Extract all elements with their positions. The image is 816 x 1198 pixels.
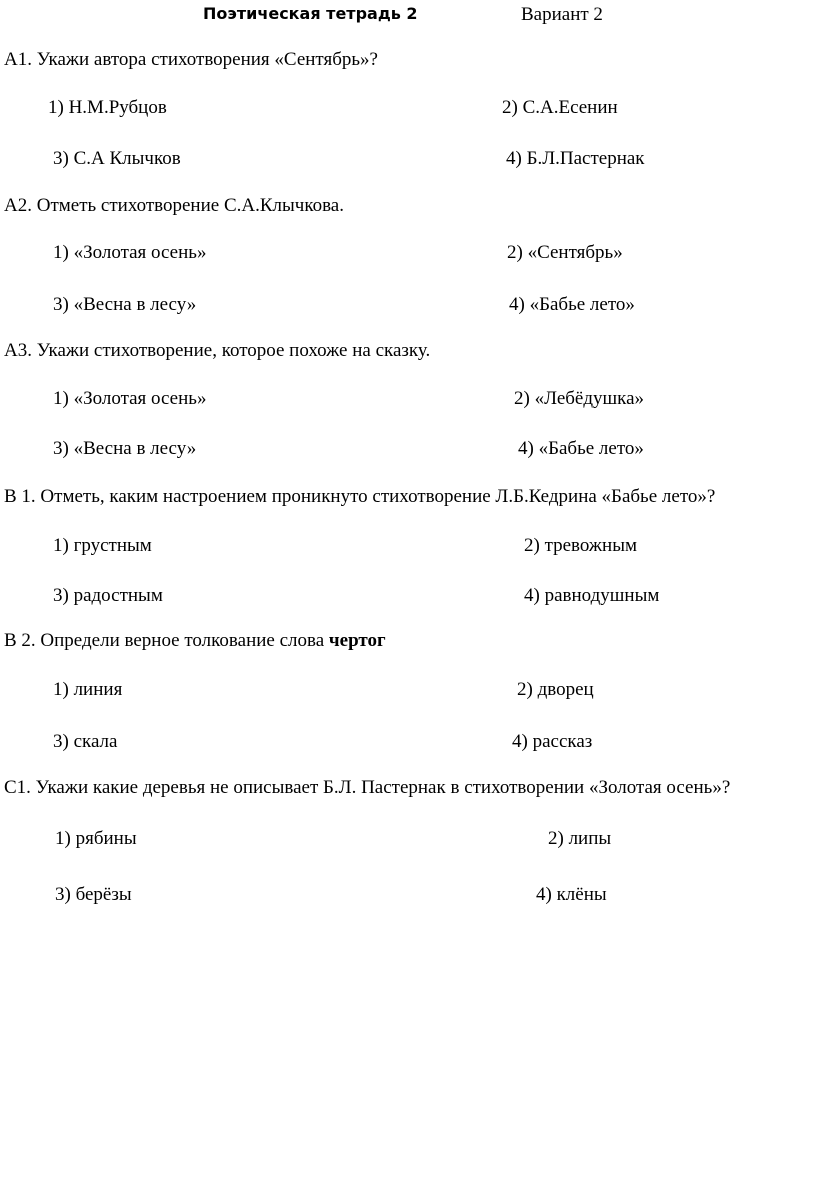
answer-option-1: 1) грустным <box>53 535 152 556</box>
answer-option-2: 2) тревожным <box>524 535 637 556</box>
variant-label: Вариант 2 <box>521 4 603 25</box>
question-prompt: А1. Укажи автора стихотворения «Сентябрь»? <box>4 49 378 70</box>
answer-option-2: 2) липы <box>548 828 612 849</box>
question-prompt: А2. Отметь стихотворение С.А.Клычкова. <box>4 195 344 216</box>
answer-option-3: 3) радостным <box>53 585 163 606</box>
answer-option-1: 1) рябины <box>55 828 137 849</box>
answer-option-1: 1) «Золотая осень» <box>53 242 207 263</box>
answer-option-4: 4) Б.Л.Пастернак <box>506 148 645 169</box>
question-prompt-text: В 2. Определи верное толкование слова <box>4 630 329 651</box>
answer-option-4: 4) рассказ <box>512 731 593 752</box>
answer-option-1: 1) линия <box>53 679 123 700</box>
answer-option-1: 1) «Золотая осень» <box>53 388 207 409</box>
answer-option-3: 3) С.А Клычков <box>53 148 181 169</box>
answer-option-4: 4) «Бабье лето» <box>509 294 635 315</box>
answer-option-3: 3) скала <box>53 731 118 752</box>
answer-option-4: 4) клёны <box>536 884 607 905</box>
answer-option-4: 4) «Бабье лето» <box>518 438 644 459</box>
answer-option-3: 3) «Весна в лесу» <box>53 438 197 459</box>
answer-option-3: 3) «Весна в лесу» <box>53 294 197 315</box>
worksheet-title: Поэтическая тетрадь 2 <box>203 4 418 23</box>
answer-option-2: 2) дворец <box>517 679 594 700</box>
answer-option-2: 2) «Сентябрь» <box>507 242 623 263</box>
answer-option-2: 2) С.А.Есенин <box>502 97 618 118</box>
question-prompt: В 1. Отметь, каким настроением проникнуто стихотворение Л.Б.Кедрина «Бабье лето»? <box>4 486 716 507</box>
question-prompt <box>4 631 386 650</box>
question-prompt: С1. Укажи какие деревья не описывает Б.Л. Пастернак в стихотворении «Золотая осень»? <box>4 777 731 798</box>
answer-option-1: 1) Н.М.Рубцов <box>48 97 167 118</box>
answer-option-4: 4) равнодушным <box>524 585 660 606</box>
answer-option-3: 3) берёзы <box>55 884 132 905</box>
question-prompt: А3. Укажи стихотворение, которое похоже на сказку. <box>4 340 431 361</box>
answer-option-2: 2) «Лебёдушка» <box>514 388 645 409</box>
question-keyword: чертог <box>328 630 386 651</box>
